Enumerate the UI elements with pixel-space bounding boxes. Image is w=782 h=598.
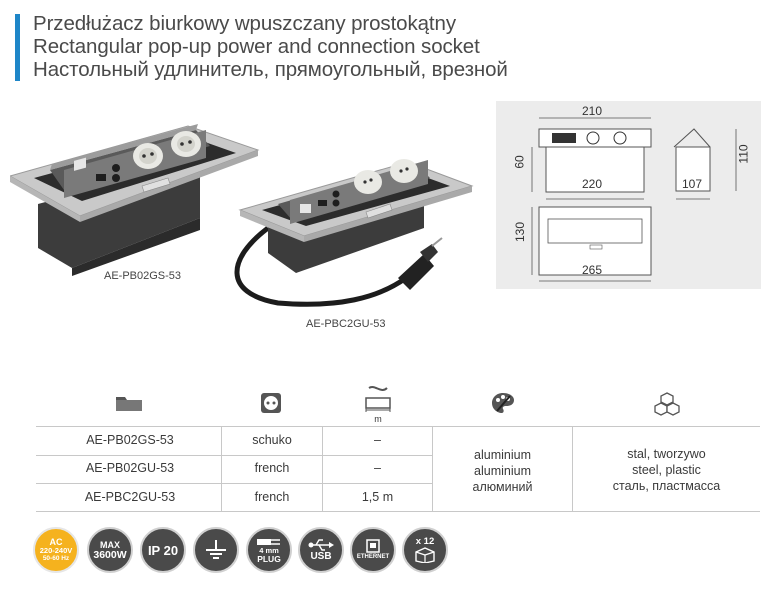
row-1-socket: schuko <box>252 433 292 447</box>
cubes-icon <box>642 392 692 416</box>
ethernet-badge-text: ETHERNET <box>356 554 390 560</box>
table-rule-1 <box>36 455 432 456</box>
row-3-code: AE-PBC2GU-53 <box>84 490 176 504</box>
max-power-badge <box>87 527 133 573</box>
finish-cell <box>433 447 572 495</box>
row-3-socket: french <box>254 490 290 504</box>
material-cell <box>573 446 760 494</box>
usb-icon <box>308 538 334 552</box>
row-1-code: AE-PB02GS-53 <box>86 433 174 447</box>
usb-badge <box>298 527 344 573</box>
ip-rating-badge <box>140 527 186 573</box>
page-title <box>33 12 508 81</box>
material-en: steel, plastic <box>632 463 701 477</box>
dim-height-left: 60 <box>512 155 527 169</box>
box-icon <box>414 547 436 563</box>
product-caption-2: AE-PBC2GU-53 <box>306 318 386 330</box>
ac-voltage-badge <box>33 527 79 573</box>
finish-ru: алюминий <box>472 480 533 494</box>
table-rule-2 <box>36 483 432 484</box>
ground-icon <box>193 527 239 573</box>
finish-pl: aluminium <box>474 448 531 462</box>
ac-badge-line3: 50-60 Hz <box>42 555 70 562</box>
row-2-code: AE-PB02GU-53 <box>85 461 175 475</box>
finish-en: aluminium <box>474 464 531 478</box>
plug-badge-line2: PLUG <box>257 554 281 564</box>
ip-badge-text: IP 20 <box>147 542 179 558</box>
palette-icon <box>478 392 528 416</box>
header-accent-bar <box>15 14 20 81</box>
dim-width-top: 210 <box>582 104 603 118</box>
title-polish: Przedłużacz biurkowy wpuszczany prostokątny <box>33 12 456 35</box>
title-english: Rectangular pop-up power and connection socket <box>33 35 480 58</box>
dimension-drawing <box>496 101 761 289</box>
pack-badge-text: x 12 <box>415 536 435 547</box>
row-2-socket: french <box>254 461 290 475</box>
dim-width-bottom: 220 <box>582 177 603 191</box>
table-rule-top <box>36 426 760 427</box>
folder-icon <box>104 394 154 416</box>
material-pl: stal, tworzywo <box>627 447 706 461</box>
dim-cutout-width: 265 <box>582 263 603 277</box>
product-caption-1: AE-PB02GS-53 <box>104 270 182 282</box>
ethernet-port-icon <box>366 539 380 553</box>
socket-icon <box>248 392 294 416</box>
cable-unit-label: m <box>374 414 382 424</box>
product-image-pb02gs <box>10 98 262 278</box>
row-3-cable: 1,5 m <box>361 490 394 504</box>
row-1-cable: – <box>374 433 381 447</box>
ethernet-badge <box>350 527 396 573</box>
table-rule-bottom <box>36 511 760 512</box>
plug-badge-line1: 4 mm <box>259 546 279 555</box>
row-2-cable: – <box>374 461 381 475</box>
material-ru: сталь, пластмасса <box>612 479 721 493</box>
plug-4mm-badge <box>246 527 292 573</box>
max-badge-line2: 3600W <box>93 549 127 561</box>
product-image-pbc2gu <box>228 128 478 318</box>
cable-icon <box>358 384 398 414</box>
technical-drawing <box>496 101 761 289</box>
ac-badge-line1: AC <box>49 537 63 547</box>
pack-quantity-badge <box>402 527 448 573</box>
ac-badge-line2: 220-240V <box>39 546 73 555</box>
usb-badge-text: USB <box>310 551 332 562</box>
dim-height-right: 110 <box>736 144 751 164</box>
max-badge-line1: MAX <box>100 540 120 550</box>
dim-depth: 107 <box>682 177 703 191</box>
dim-cutout-height: 130 <box>513 221 528 243</box>
title-russian: Настольный удлинитель, прямоугольный, врезной <box>33 58 508 81</box>
